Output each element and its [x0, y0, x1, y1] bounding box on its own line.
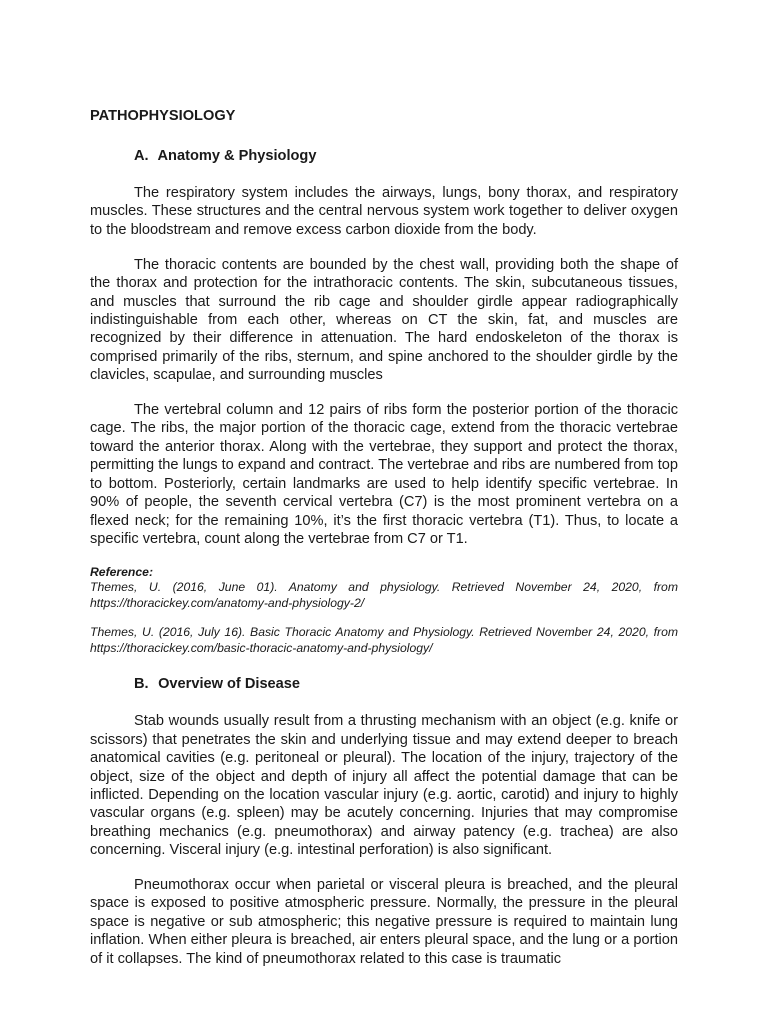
paragraph-vertebral-column: The vertebral column and 12 pairs of ribs form the posterior portion of the thoracic cage. The ribs, the major portion of the thoracic cage, extend from the thoracic vertebrae toward the anterior thorax. Along with the vertebrae, they support and protect the thorax, permitting the lungs to expand and contract. The vertebrae and ribs are numbered from top to bottom. Posteriorly, certain landmarks are used to help identify specific vertebrae. In 90% of people, the seventh cervical vertebra (C7) is the most prominent vertebra on a flexed neck; for the remaining 10%, it’s the first thoracic vertebra (T1). Thus, to locate a specific vertebra, count along the vertebrae from C7 or T1. [90, 402, 678, 547]
reference-item: Themes, U. (2016, July 16). Basic Thoracic Anatomy and Physiology. Retrieved November 24, 2020, from https://thoracickey.com/basic-thoracic-anatomy-and-physiology/ [90, 625, 678, 655]
document-page [90, 106, 678, 985]
section-b-heading [134, 674, 678, 694]
paragraph-stab-wounds: Stab wounds usually result from a thrusting mechanism with an object (e.g. knife or scissors) that penetrates the skin and underlying tissue and may extend deeper to breach anatomical cavities (e.g. peritoneal or pleural). The location of the injury, trajectory of the object, size of the object and depth of injury all affect the potential damage that can be inflicted. Depending on the location vascular injury (e.g. aortic, carotid) and injury to highly vascular organs (e.g. spleen) may be acutely concerning. Injuries that may compromise breathing mechanics (e.g. pneumothorax) and airway patency (e.g. trachea) are also concerning. Visceral injury (e.g. intestinal perforation) is also significant. [90, 713, 678, 859]
section-b-letter: B. [134, 676, 149, 693]
references [90, 565, 678, 657]
reference-item: Themes, U. (2016, June 01). Anatomy and physiology. Retrieved November 24, 2020, from https://thoracickey.com/anatomy-and-physiology-2/ [90, 580, 678, 610]
section-a-heading [134, 146, 678, 166]
references-heading: Reference: [90, 564, 153, 579]
section-b-title: Overview of Disease [158, 676, 301, 693]
paragraph-thoracic-contents: The thoracic contents are bounded by the chest wall, providing both the shape of the thorax and protection for the intrathoracic contents. The skin, subcutaneous tissues, and muscles that surround the rib cage and shoulder girdle appear radiographically indistinguishable from each other, whereas on CT the skin, fat, and muscles are recognized by their difference in attenuation. The hard endoskeleton of the thorax is comprised primarily of the ribs, sternum, and spine anchored to the shoulder girdle by the clavicles, scapulae, and surrounding muscles [90, 256, 678, 384]
section-a-letter: A. [134, 148, 149, 164]
paragraph-respiratory-system: The respiratory system includes the airways, lungs, bony thorax, and respiratory muscles. These structures and the central nervous system work together to deliver oxygen to the bloodstream and remove excess carbon dioxide from the body. [90, 185, 678, 238]
paragraph-pneumothorax: Pneumothorax occur when parietal or visceral pleura is breached, and the pleural space is exposed to positive atmospheric pressure. Normally, the pressure in the pleural space is negative or sub atmospheric; this negative pressure is required to maintain lung inflation. When either pleura is breached, air enters pleural space, and the lung or a portion of it collapses. The kind of pneumothorax related to this case is traumatic [90, 877, 678, 967]
main-heading: PATHOPHYSIOLOGY [90, 108, 236, 124]
section-a-title: Anatomy & Physiology [157, 148, 317, 164]
